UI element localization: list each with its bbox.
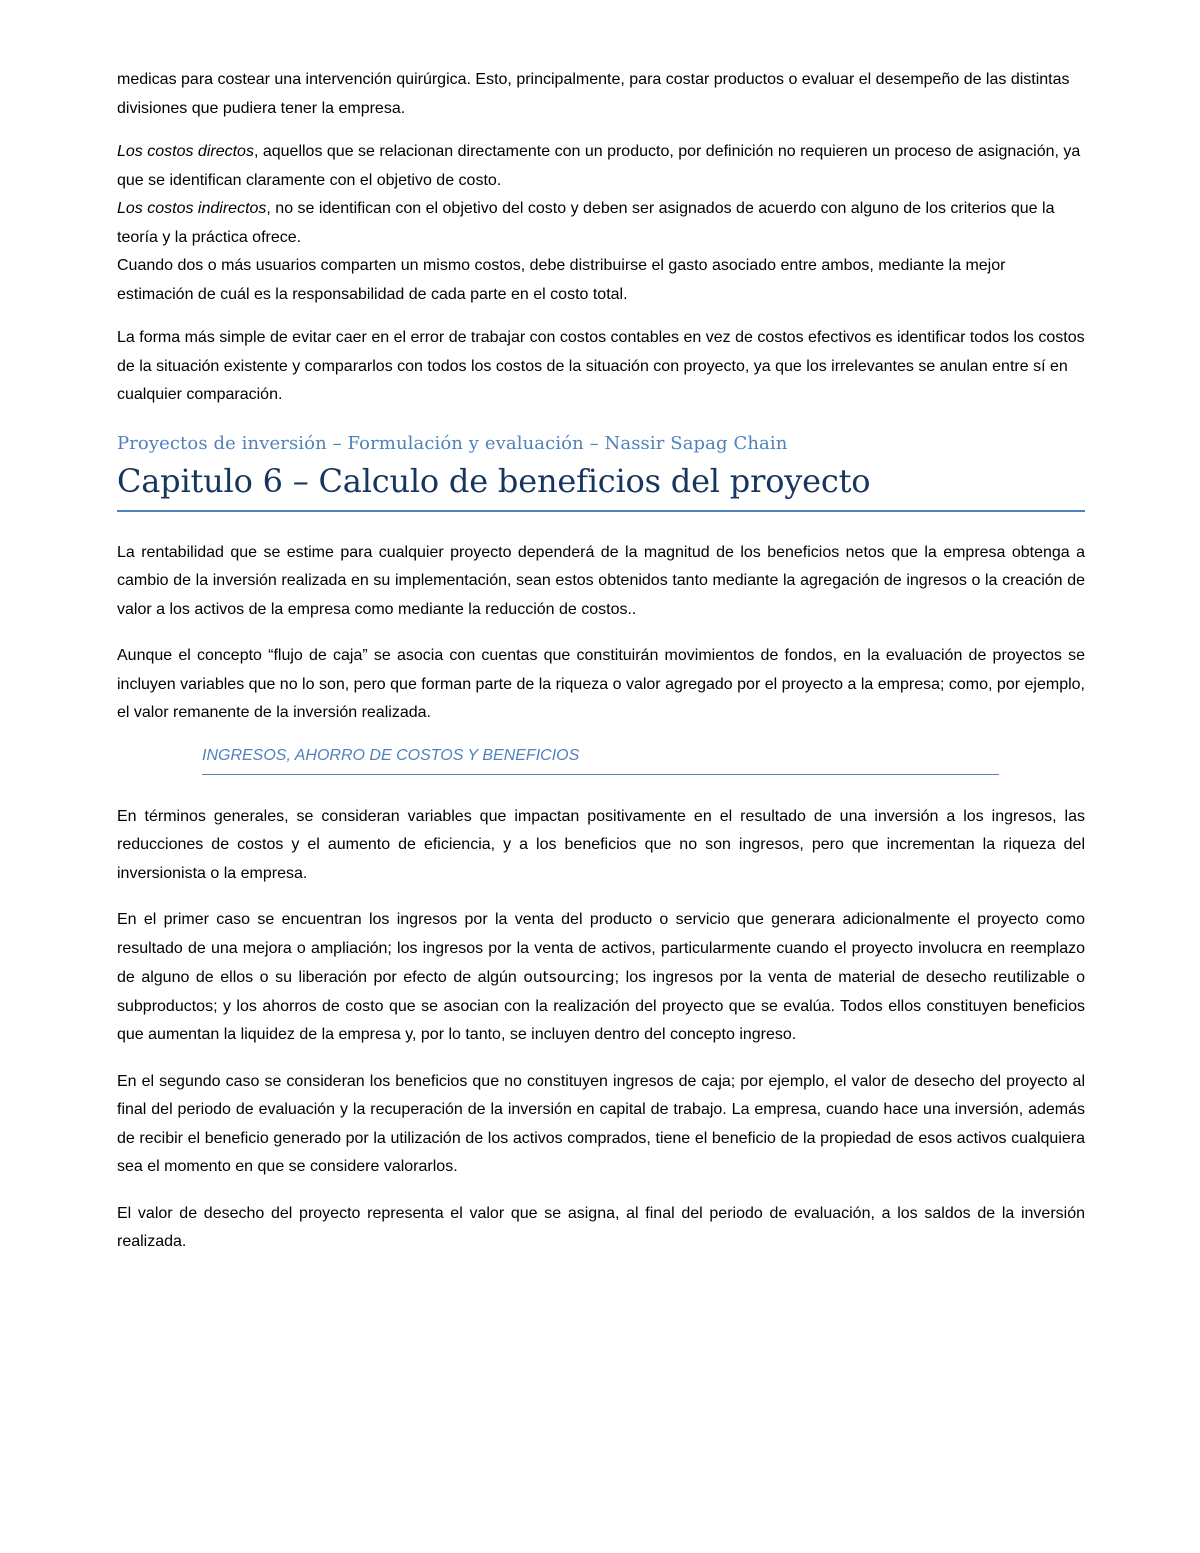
direct-costs-text: , aquellos que se relacionan directamente con un producto, por definición no requieren un proceso de asignación, ya que se identifican claramente con el objetivo de costo.: [117, 143, 1081, 189]
outsourcing-word: outsourcing: [523, 968, 615, 986]
paragraph-simple-method: La forma más simple de evitar caer en el error de trabajar con costos contables en vez de costos efectivos es identificar todos los costos de la situación existente y compararlos con todos los costos de la situación con proyecto, ya que los irrelevantes se anulan entre sí en cualquier comparación.: [117, 329, 1085, 403]
document-page: [117, 66, 1085, 1257]
section-heading-text: INGRESOS, AHORRO DE COSTOS Y BENEFICIOS: [202, 746, 580, 764]
paragraph-indirect-costs: [117, 195, 1085, 252]
chapter-title: Capitulo 6 – Calculo de beneficios del proyecto: [117, 458, 1085, 512]
first-case-text-b: ; los ingresos por la venta de material de desecho reutilizable o subproductos; y los ahorros de costo que se asocian con la realización del proyecto que se evalúa. Todos ellos constituyen beneficios que aumentan la liquidez de la empresa y, por lo tanto, se incluyen dentro del concepto ingreso.: [117, 969, 1085, 1043]
paragraph-general-terms: En términos generales, se consideran variables que impactan positivamente en el resultado de una inversión a los ingresos, las reducciones de costos y el aumento de eficiencia, y a los beneficios que no son ingresos, pero que incrementan la riqueza del inversionista o la empresa.: [117, 807, 1085, 882]
paragraph-cash-flow: Aunque el concepto “flujo de caja” se asocia con cuentas que constituirán movimientos de fondos, en la evaluación de proyectos se incluyen variables que no lo son, pero que forman parte de la riqueza o valor agregado por el proyecto a la empresa; como, por ejemplo, el valor remanente de la inversión realizada.: [117, 647, 1085, 721]
book-series-title: Proyectos de inversión – Formulación y evaluación – Nassir Sapag Chain: [117, 432, 788, 454]
section-heading: [202, 744, 999, 775]
paragraph-first-case: [117, 906, 1085, 1050]
first-case-text-a: En el primer caso se encuentran los ingresos por la venta del producto o servicio que generara adicionalmente el proyecto como resultado de una mejora o ampliación; los ingresos por la venta de activos, particularmente cuando el proyecto involucra en reemplazo de alguno de ellos o su liberación por efecto de algún: [117, 911, 1085, 986]
paragraph-direct-costs: [117, 138, 1085, 195]
paragraph-shared-costs: Cuando dos o más usuarios comparten un mismo costos, debe distribuirse el gasto asociado entre ambos, mediante la mejor estimación de cuál es la responsabilidad de cada parte en el costo total.: [117, 257, 1006, 303]
term-indirect-costs: Los costos indirectos: [117, 200, 267, 217]
term-direct-costs: Los costos directos: [117, 143, 254, 160]
indirect-costs-text: , no se identifican con el objetivo del costo y deben ser asignados de acuerdo con alguno de los criterios que la teoría y la práctica ofrece.: [117, 200, 1055, 246]
paragraph-profitability: La rentabilidad que se estime para cualquier proyecto dependerá de la magnitud de los beneficios netos que la empresa obtenga a cambio de la inversión realizada en su implementación, sean estos obtenidos tanto mediante la agregación de ingresos o la creación de valor a los activos de la empresa como mediante la reducción de costos..: [117, 543, 1085, 618]
paragraph-salvage-value: El valor de desecho del proyecto representa el valor que se asigna, al final del periodo de evaluación, a los saldos de la inversión realizada.: [117, 1204, 1085, 1250]
paragraph-intro-continuation: medicas para costear una intervención quirúrgica. Esto, principalmente, para costar productos o evaluar el desempeño de las distintas divisiones que pudiera tener la empresa.: [117, 71, 1070, 117]
paragraph-second-case: En el segundo caso se consideran los beneficios que no constituyen ingresos de caja; por ejemplo, el valor de desecho del proyecto al final del periodo de evaluación y la recuperación de la inversión en capital de trabajo. La empresa, cuando hace una inversión, además de recibir el beneficio generado por la utilización de los activos comprados, tiene el beneficio de la propiedad de esos activos cualquiera sea el momento en que se considere valorarlos.: [117, 1072, 1085, 1175]
